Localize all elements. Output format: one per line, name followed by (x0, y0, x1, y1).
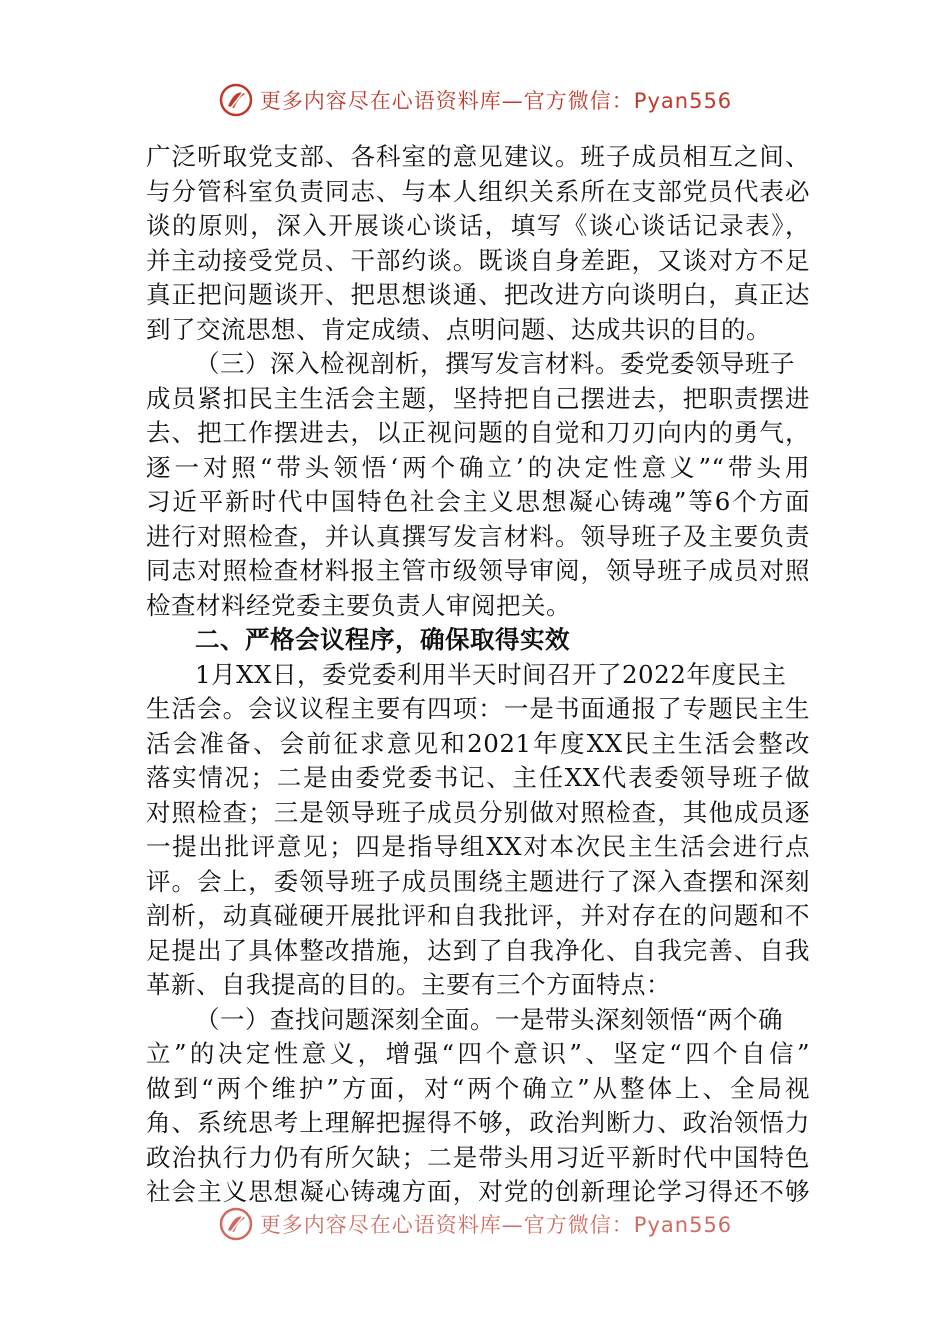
text-line: 立”的决定性意义，增强“四个意识”、坚定“四个自信” (146, 1039, 810, 1068)
text-line: 谈的原则，深入开展谈心谈话，填写《谈心谈话记录表》， (146, 211, 810, 240)
text-line: 进行对照检查，并认真撰写发言材料。领导班子及主要负责 (146, 521, 810, 551)
text-line: 逐一对照“带头领悟‘两个确立’的决定性意义”“带头用 (146, 452, 810, 482)
text-line: （一）查找问题深刻全面。一是带头深刻领悟“两个确 (195, 1004, 784, 1034)
text-line: 到了交流思想、肯定成绩、点明问题、达成共识的目的。 (146, 314, 771, 344)
text-line: 足提出了具体整改措施，达到了自我净化、自我完善、自我 (146, 935, 810, 965)
text-line: 一提出批评意见；四是指导组XX对本次民主生活会进行点 (146, 832, 810, 861)
text-line: 并主动接受党员、干部约谈。既谈自身差距，又谈对方不足 (146, 245, 810, 275)
brand-logo-icon (218, 1206, 254, 1242)
text-line: 政治执行力仍有所欠缺；二是带头用习近平新时代中国特色 (146, 1142, 810, 1172)
text-line: 革新、自我提高的目的。主要有三个方面特点： (146, 970, 671, 999)
text-line: 生活会。会议议程主要有四项：一是书面通报了专题民主生 (146, 694, 810, 723)
text-line: 对照检查；三是领导班子成员分别做对照检查，其他成员逐 (146, 797, 810, 827)
text-line: 与分管科室负责同志、与本人组织关系所在支部党员代表必 (146, 176, 810, 206)
section-heading: 二、严格会议程序，确保取得实效 (195, 625, 570, 654)
text-line: 角、系统思考上理解把握得不够，政治判断力、政治领悟力 (146, 1108, 810, 1137)
brand-logo-icon (218, 82, 254, 118)
watermark-footer (0, 1206, 950, 1242)
text-line: 评。会上，委领导班子成员围绕主题进行了深入查摆和深刻 (146, 866, 810, 896)
text-line: 成员紧扣民主生活会主题，坚持把自己摆进去，把职责摆进 (146, 383, 810, 413)
watermark-text: 更多内容尽在心语资料库—官方微信：Pyan556 (259, 89, 733, 113)
watermark-text: 更多内容尽在心语资料库—官方微信：Pyan556 (259, 1213, 733, 1237)
watermark-header (0, 82, 950, 118)
text-line: 做到“两个维护”方面，对“两个确立”从整体上、全局视 (146, 1073, 810, 1103)
text-line: 落实情况；二是由委党委书记、主任XX代表委领导班子做 (146, 763, 810, 792)
text-line: 检查材料经党委主要负责人审阅把关。 (146, 590, 571, 620)
text-line: 社会主义思想凝心铸魂方面，对党的创新理论学习得还不够 (146, 1177, 810, 1206)
text-line: 广泛听取党支部、各科室的意见建议。班子成员相互之间、 (146, 142, 810, 171)
text-line: 同志对照检查材料报主管市级领导审阅，领导班子成员对照 (146, 556, 810, 585)
text-line: 1月XX日，委党委利用半天时间召开了2022年度民主 (195, 659, 787, 689)
text-line: 真正把问题谈开、把思想谈通、把改进方向谈明白，真正达 (146, 280, 810, 309)
document-body (146, 140, 810, 1214)
text-line: 活会准备、会前征求意见和2021年度XX民主生活会整改 (146, 728, 810, 758)
text-line: 去、把工作摆进去，以正视问题的自觉和刀刃向内的勇气， (146, 418, 810, 447)
text-line: （三）深入检视剖析，撰写发言材料。委党委领导班子 (195, 349, 795, 378)
text-line: 习近平新时代中国特色社会主义思想凝心铸魂”等6个方面 (146, 487, 810, 516)
text-line: 剖析，动真碰硬开展批评和自我批评，并对存在的问题和不 (146, 901, 810, 930)
